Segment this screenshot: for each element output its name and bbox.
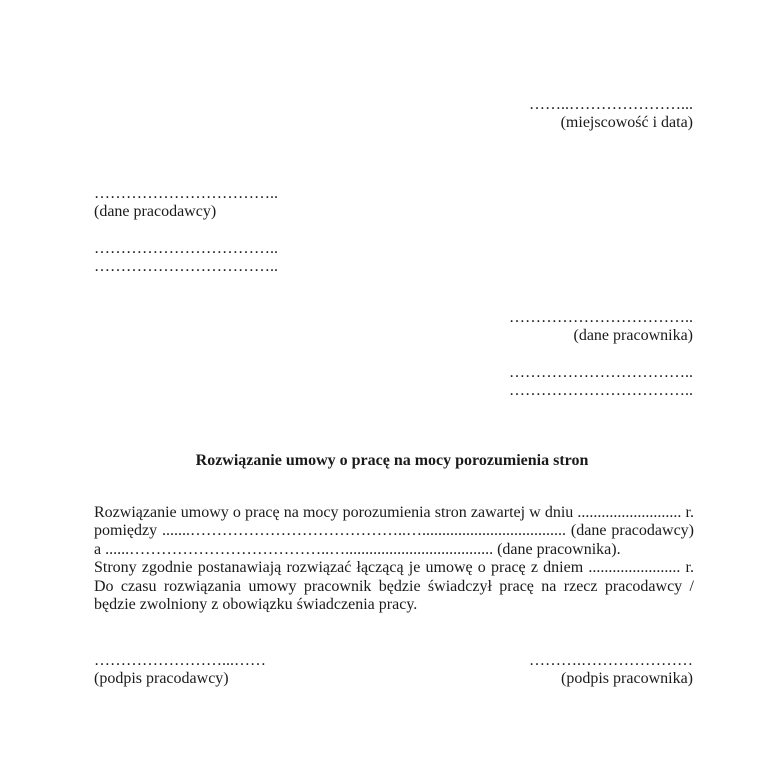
employee-extra-line-1: …………………………….. [509, 364, 693, 381]
place-date-dots: ……..…………………... [529, 96, 693, 113]
employer-extra-line-2: …………………………….. [94, 258, 278, 275]
employee-signature-label: (podpis pracownika) [561, 670, 693, 687]
employer-signature-label: (podpis pracodawcy) [94, 670, 229, 687]
body-line-2: pomiędzy .......…………………………………..….................................... (dane pracodawcy) [94, 522, 694, 540]
employer-signature-dots: ……………………...…… [94, 652, 266, 669]
employer-dots: …………………………….. [94, 185, 278, 202]
document-title: Rozwiązanie umowy o pracę na mocy porozumienia stron [195, 452, 589, 469]
employer-label: (dane pracodawcy) [94, 203, 217, 220]
body-line-1: Rozwiązanie umowy o pracę na mocy porozumienia stron zawartej w dniu .......................... r. [94, 504, 694, 521]
body-line-4: Strony zgodnie postanawiają rozwiązać łączącą je umowę o pracę z dniem ....................... r. [94, 559, 694, 577]
employer-extra-line-1: …………………………….. [94, 240, 278, 257]
body-line-5: Do czasu rozwiązania umowy pracownik będzie świadczył pracę na rzecz pracodawcy / [94, 577, 694, 595]
employee-signature-dots: ……….………………… [529, 652, 693, 669]
place-date-label: (miejscowość i data) [560, 114, 693, 131]
body-line-6: będzie zwolniony z obowiązku świadczenia pracy. [94, 596, 418, 614]
employee-dots: …………………………….. [509, 309, 693, 326]
body-paragraph [94, 504, 694, 614]
body-line-3: a ......………………………………..…..................................... (dane pracownika). [94, 540, 621, 558]
employee-extra-line-2: …………………………….. [509, 382, 693, 399]
employee-label: (dane pracownika) [573, 327, 693, 344]
